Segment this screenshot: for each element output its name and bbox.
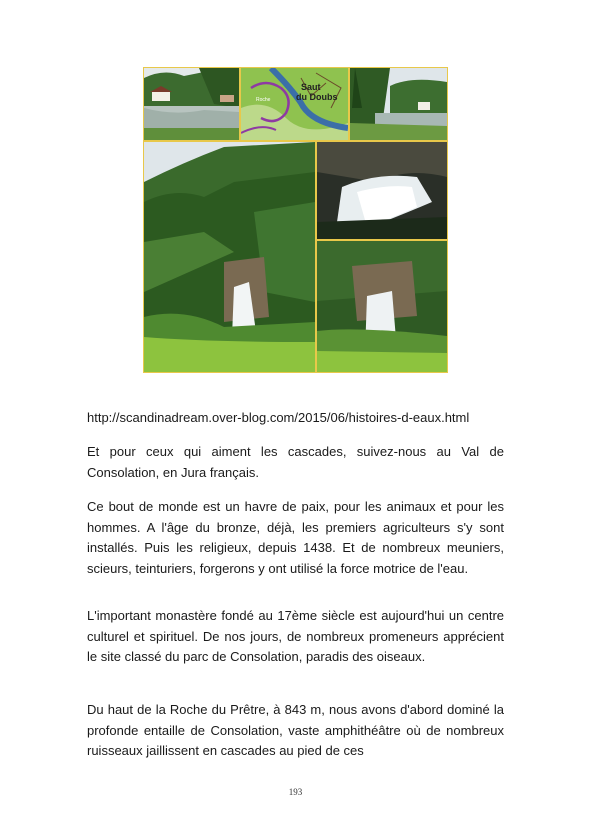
paragraph-2: Ce bout de monde est un havre de paix, pour les animaux et pour les hommes. A l'âge du bronze, déjà, les premiers agriculteurs s'y sont installés. Puis les religieux, depuis 1438. Et de nombreux meuniers, scieurs, teinturiers, forgerons y ont utilisé la force motrice de l'eau. — [87, 499, 504, 576]
waterfall-rocks-photo — [317, 241, 447, 372]
paragraph-4: Du haut de la Roche du Prêtre, à 843 m, nous avons d'abord dominé la profonde entaille de Consolation, vaste amphithéâtre où de nombreux ruisseaux jaillissent en cascades au pied de ces — [87, 702, 504, 758]
lake-houses-photo — [144, 68, 239, 140]
page-number: 193 — [288, 787, 303, 797]
map-label-saut: Saut — [301, 82, 321, 92]
source-url[interactable]: http://scandinadream.over-blog.com/2015/06/histoires-d-eaux.html — [87, 410, 470, 425]
waterfall-closeup-photo — [317, 142, 447, 239]
paragraph-1: Et pour ceux qui aiment les cascades, suivez-nous au Val de Consolation, en Jura français. — [87, 444, 504, 480]
topographic-map — [241, 68, 348, 140]
waterfall-forest-photo — [144, 142, 315, 372]
map-label-du-doubs: du Doubs — [296, 92, 338, 102]
photo-collage — [143, 67, 448, 373]
lake-forest-photo — [350, 68, 447, 140]
map-label-small: Roche — [256, 97, 271, 103]
paragraph-3: L'important monastère fondé au 17ème siècle est aujourd'hui un centre culturel et spirituel. De nos jours, de nombreux promeneurs apprécient le site classé du parc de Consolation, paradis des oiseaux. — [87, 608, 504, 664]
